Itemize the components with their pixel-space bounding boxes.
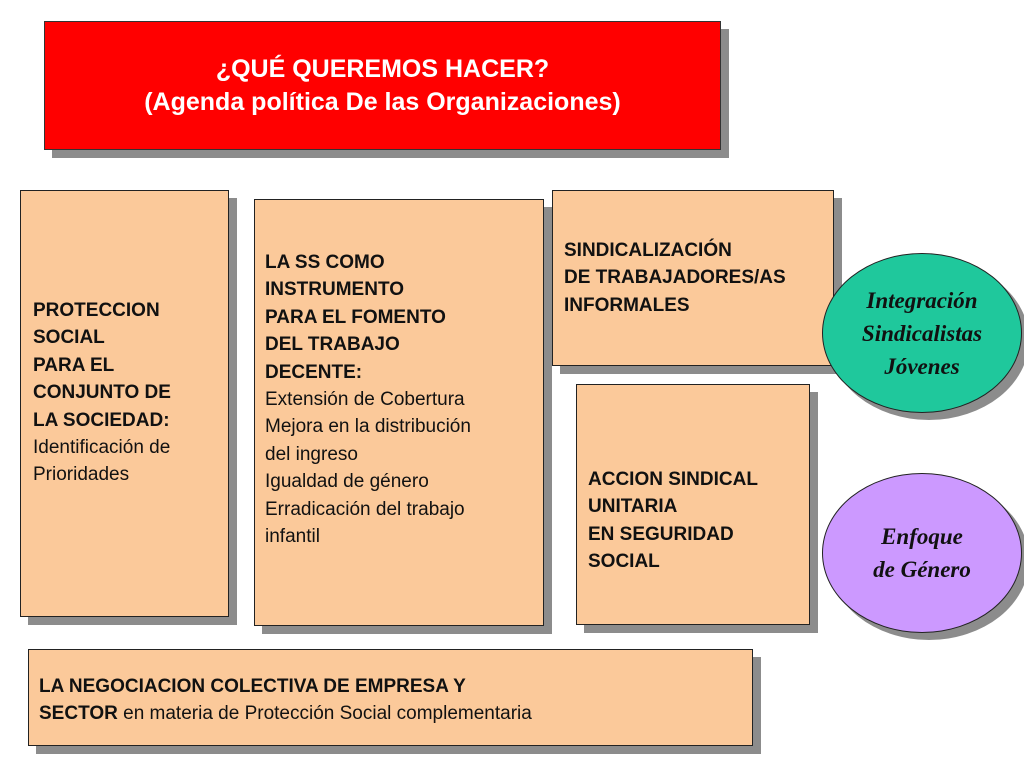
ss-heading-line: DECENTE:: [265, 361, 363, 383]
title-line-2: (Agenda política De las Organizaciones): [144, 87, 621, 116]
ss-detail-line: Extensión de Cobertura: [265, 389, 465, 411]
proteccion-social-text: [33, 297, 171, 489]
sindicalizacion-box: [552, 190, 834, 366]
ss-detail-line: infantil: [265, 526, 320, 548]
sindicalizacion-text: [564, 237, 786, 319]
negociacion-sector-bold: SECTOR: [39, 703, 118, 725]
genero-line: de Género: [873, 557, 971, 582]
accion-sindical-text: [588, 466, 758, 576]
ss-detail-line: Mejora en la distribución: [265, 416, 471, 438]
ss-heading-line: LA SS COMO: [265, 252, 385, 273]
accion-line: SOCIAL: [588, 551, 660, 573]
title-box: [44, 21, 721, 150]
accion-line: EN SEGURIDAD: [588, 523, 734, 545]
ss-detail-line: del ingreso: [265, 443, 358, 465]
negociacion-colectiva-box: [28, 649, 753, 746]
title-line-1: ¿QUÉ QUEREMOS HACER?: [215, 54, 550, 83]
ss-heading-line: DEL TRABAJO: [265, 334, 400, 356]
integracion-line: Integración: [866, 287, 978, 313]
accion-line: UNITARIA: [588, 496, 678, 518]
integracion-line: Sindicalistas: [861, 320, 983, 346]
proteccion-social-box: [20, 190, 229, 617]
proteccion-detail-line: Identificación de: [33, 437, 171, 459]
genero-line: Enfoque: [881, 524, 963, 549]
proteccion-heading-line: LA SOCIEDAD:: [33, 409, 170, 431]
integracion-line: Jóvenes: [884, 353, 960, 379]
ss-detail-line: Erradicación del trabajo: [265, 498, 465, 520]
proteccion-heading-line: PARA EL: [33, 354, 115, 376]
proteccion-heading-line: CONJUNTO DE: [33, 382, 171, 404]
negociacion-line-1: LA NEGOCIACION COLECTIVA DE EMPRESA Y: [39, 676, 466, 697]
enfoque-genero-ellipse: [822, 473, 1022, 633]
negociacion-rest: en materia de Protección Social complementaria: [117, 703, 532, 725]
ss-instrumento-box: [254, 199, 544, 626]
proteccion-heading-line: SOCIAL: [33, 327, 105, 349]
proteccion-detail-line: Prioridades: [33, 464, 130, 486]
ss-heading-line: INSTRUMENTO: [265, 279, 404, 301]
sindicalizacion-line: DE TRABAJADORES/AS: [564, 267, 786, 289]
negociacion-line-2: [39, 700, 532, 727]
ss-heading-line: PARA EL FOMENTO: [265, 306, 446, 328]
sindicalizacion-line: SINDICALIZACIÓN: [564, 240, 732, 261]
negociacion-text: [39, 673, 532, 728]
ss-detail-line: Igualdad de género: [265, 471, 429, 493]
accion-sindical-box: [576, 384, 810, 625]
accion-line: ACCION SINDICAL: [588, 469, 758, 490]
ss-instrumento-text: [265, 249, 471, 550]
integracion-jovenes-ellipse: [822, 253, 1022, 413]
sindicalizacion-line: INFORMALES: [564, 294, 690, 316]
proteccion-heading-line: PROTECCION: [33, 300, 160, 321]
